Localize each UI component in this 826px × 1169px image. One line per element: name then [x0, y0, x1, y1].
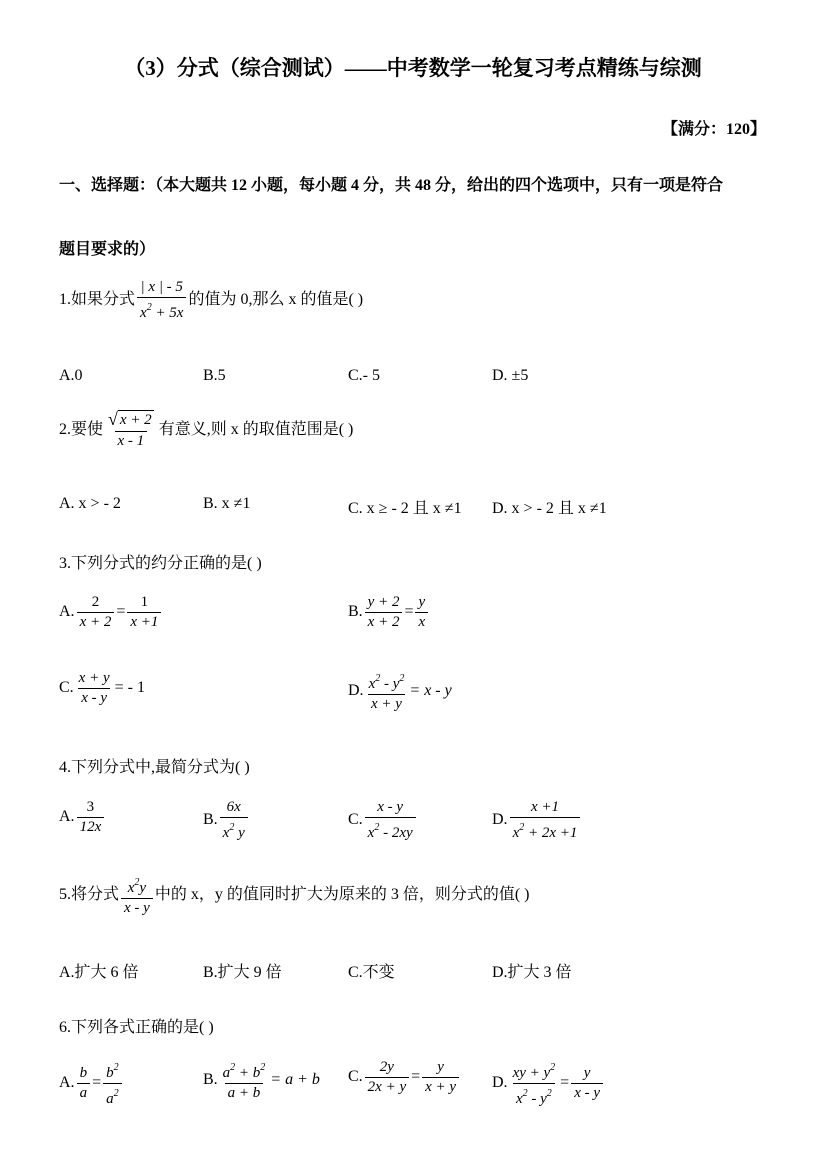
q2-option-d[interactable]: D. x > - 2 且 x ≠1	[492, 500, 607, 517]
term-y: y	[139, 880, 147, 896]
q6d-right-fraction	[571, 1064, 603, 1103]
q1-den-rest: + 5x	[155, 305, 184, 321]
denominator: x - y	[78, 688, 110, 708]
q2-option-b[interactable]: B. x ≠1	[203, 495, 251, 512]
q6-option-d[interactable]	[492, 1058, 605, 1109]
denominator	[510, 817, 581, 843]
q6a-left-fraction	[77, 1064, 91, 1103]
q6b-fraction	[220, 1058, 269, 1103]
denominator: a + b	[225, 1083, 264, 1103]
option-label: B.	[348, 603, 363, 621]
section-heading-line1: 一、选择题：（本大题共 12 小题，每小题 4 分，共 48 分，给出的四个选项中，只有一项是符合	[59, 177, 724, 194]
q3-option-d[interactable]	[348, 669, 452, 714]
denominator: x + y	[368, 694, 405, 714]
q4c-fraction	[365, 798, 416, 843]
numerator: y	[583, 1065, 591, 1081]
q4a-fraction	[77, 798, 105, 837]
option-label: A.	[59, 1074, 75, 1092]
exponent: 2	[375, 673, 381, 684]
equals: =	[116, 603, 126, 621]
q5-fraction	[121, 873, 153, 918]
option-label: C.	[348, 811, 363, 829]
numerator: 2y	[379, 1059, 394, 1075]
numerator: b	[79, 1065, 88, 1081]
denominator: x - y	[571, 1083, 603, 1103]
numerator	[125, 873, 149, 898]
q5-suffix: 中的 x，y 的值同时扩大为原来的 3 倍，则分式的值( )	[154, 886, 530, 904]
numerator: 2	[91, 594, 100, 610]
question-4: 4.下列分式中,最简分式为( )	[59, 759, 250, 776]
numerator	[220, 1058, 269, 1083]
exponent: 2	[550, 1062, 556, 1073]
q2-fraction	[105, 410, 157, 451]
exponent: 2	[229, 822, 235, 833]
q1-prefix: 1.如果分式	[59, 291, 136, 309]
denominator: 2x + y	[365, 1077, 409, 1097]
q5-option-a[interactable]: A.扩大 6 倍	[59, 964, 139, 981]
q4-option-c[interactable]	[348, 798, 418, 843]
q4b-fraction	[220, 798, 248, 843]
right-hand-side: = a + b	[270, 1071, 320, 1089]
numerator: y + 2	[367, 594, 400, 610]
q6-option-c[interactable]	[348, 1058, 461, 1097]
denominator: x + y	[422, 1077, 459, 1097]
numerator	[366, 669, 408, 694]
q1-den-exp: 2	[146, 302, 152, 313]
denominator: a	[77, 1083, 91, 1103]
right-hand-side: = x - y	[409, 682, 452, 700]
term-rest: + 2x +1	[524, 825, 578, 841]
q3c-fraction	[76, 669, 113, 708]
question-6: 6.下列各式正确的是( )	[59, 1019, 214, 1036]
equals: =	[404, 603, 414, 621]
exponent: 2	[260, 1062, 266, 1073]
q6-option-b[interactable]	[203, 1058, 320, 1103]
q6c-left-fraction	[365, 1058, 409, 1097]
q5-prefix: 5.将分式	[59, 886, 120, 904]
term-x: x	[367, 825, 375, 841]
q3d-fraction	[366, 669, 408, 714]
q3-option-c[interactable]	[59, 669, 145, 708]
q3-option-b[interactable]	[348, 593, 430, 632]
exponent: 2	[374, 822, 380, 833]
option-label: D.	[348, 682, 364, 700]
term-a: a	[222, 1065, 231, 1081]
numerator	[103, 1058, 122, 1083]
q3b-right-fraction	[415, 593, 428, 632]
q3-option-a[interactable]	[59, 593, 163, 632]
question-1	[59, 278, 363, 323]
denominator	[365, 817, 416, 843]
exponent: 2	[546, 1088, 552, 1099]
term-b: b	[106, 1065, 114, 1081]
numerator: 3	[86, 799, 95, 815]
exponent: 2	[113, 1088, 119, 1099]
section-heading-line2: 题目要求的）	[59, 241, 156, 258]
term-xy-y: xy + y	[512, 1065, 551, 1081]
term-x: x	[515, 1091, 523, 1107]
q6d-left-fraction	[510, 1058, 559, 1109]
q6-option-a[interactable]	[59, 1058, 124, 1109]
q3a-left-fraction	[77, 593, 115, 632]
equals: =	[92, 1074, 102, 1092]
term-x: x	[127, 880, 135, 896]
term-b: + b	[235, 1065, 261, 1081]
denominator: x + 2	[77, 612, 115, 632]
exponent: 2	[399, 673, 405, 684]
exponent: 2	[519, 822, 525, 833]
page-title: （3）分式（综合测试）——中考数学一轮复习考点精练与综测	[124, 56, 702, 80]
q4-option-a[interactable]	[59, 798, 106, 837]
denominator	[220, 817, 248, 843]
q2-option-a[interactable]: A. x > - 2	[59, 495, 121, 512]
q1-option-c[interactable]: C.- 5	[348, 367, 380, 384]
term-y: - y	[527, 1091, 547, 1107]
equals: =	[560, 1074, 570, 1092]
q6c-right-fraction	[422, 1058, 459, 1097]
sqrt-icon: √ x + 2	[108, 409, 152, 429]
q1-denominator	[137, 297, 186, 323]
numerator: x - y	[377, 799, 404, 815]
option-label: D.	[492, 811, 508, 829]
numerator: 1	[140, 594, 149, 610]
q2-radicand: x + 2	[119, 412, 152, 428]
q4-option-d[interactable]	[492, 798, 582, 843]
question-3: 3.下列分式的约分正确的是( )	[59, 555, 262, 572]
full-score: 【满分：120】	[661, 121, 766, 138]
q1-option-d[interactable]: D. ±5	[492, 367, 529, 384]
numerator	[510, 1058, 559, 1083]
denominator: x + 2	[365, 612, 403, 632]
q4-option-b[interactable]	[203, 798, 250, 843]
q1-suffix: 的值为 0,那么 x 的值是( )	[188, 291, 364, 309]
option-label: C.	[348, 1068, 363, 1086]
q3a-right-fraction	[127, 593, 161, 632]
option-label: B.	[203, 1071, 218, 1089]
q2-numerator	[105, 410, 157, 431]
q2-suffix: 有意义,则 x 的取值范围是( )	[158, 421, 354, 439]
q5-option-c[interactable]: C.不变	[348, 964, 395, 981]
option-label: C.	[59, 679, 74, 697]
option-label: A.	[59, 603, 75, 621]
numerator: 6x	[226, 799, 241, 815]
q1-fraction	[137, 278, 186, 323]
denominator: x	[415, 612, 428, 632]
q4d-fraction	[510, 798, 581, 843]
question-5	[59, 873, 530, 918]
option-label: B.	[203, 811, 218, 829]
denominator: 12x	[77, 817, 105, 837]
term-y: - y	[380, 676, 400, 692]
q5-option-b[interactable]: B.扩大 9 倍	[203, 964, 282, 981]
q1-numerator: | x | - 5	[140, 279, 183, 295]
q1-den-x: x	[140, 305, 147, 321]
q5-option-d[interactable]: D.扩大 3 倍	[492, 964, 572, 981]
term-x: x	[512, 825, 520, 841]
term-rest: - 2xy	[379, 825, 413, 841]
term-a: a	[106, 1091, 114, 1107]
denominator	[103, 1083, 122, 1109]
q2-denominator: x - 1	[115, 431, 148, 451]
exponent: 2	[230, 1062, 236, 1073]
option-label: A.	[59, 808, 75, 826]
denominator: x - y	[121, 898, 153, 918]
numerator: x + y	[78, 670, 110, 686]
term-y: y	[234, 825, 245, 841]
q2-option-c[interactable]: C. x ≥ - 2 且 x ≠1	[348, 500, 462, 517]
numerator: y	[437, 1059, 444, 1075]
exponent: 2	[522, 1088, 528, 1099]
denominator: x +1	[127, 612, 161, 632]
numerator: y	[418, 594, 426, 610]
right-hand-side: = - 1	[114, 679, 145, 697]
exponent: 2	[134, 877, 140, 888]
option-label: D.	[492, 1074, 508, 1092]
term-x: x	[222, 825, 230, 841]
q2-prefix: 2.要使	[59, 421, 104, 439]
question-2	[59, 410, 353, 451]
q1-option-b[interactable]: B.5	[203, 367, 226, 384]
q6a-right-fraction	[103, 1058, 122, 1109]
q3b-left-fraction	[365, 593, 403, 632]
numerator: x +1	[530, 799, 559, 815]
q1-option-a[interactable]: A.0	[59, 367, 83, 384]
denominator	[513, 1083, 555, 1109]
equals: =	[411, 1068, 421, 1086]
term-x: x	[368, 676, 376, 692]
exponent: 2	[113, 1062, 119, 1073]
